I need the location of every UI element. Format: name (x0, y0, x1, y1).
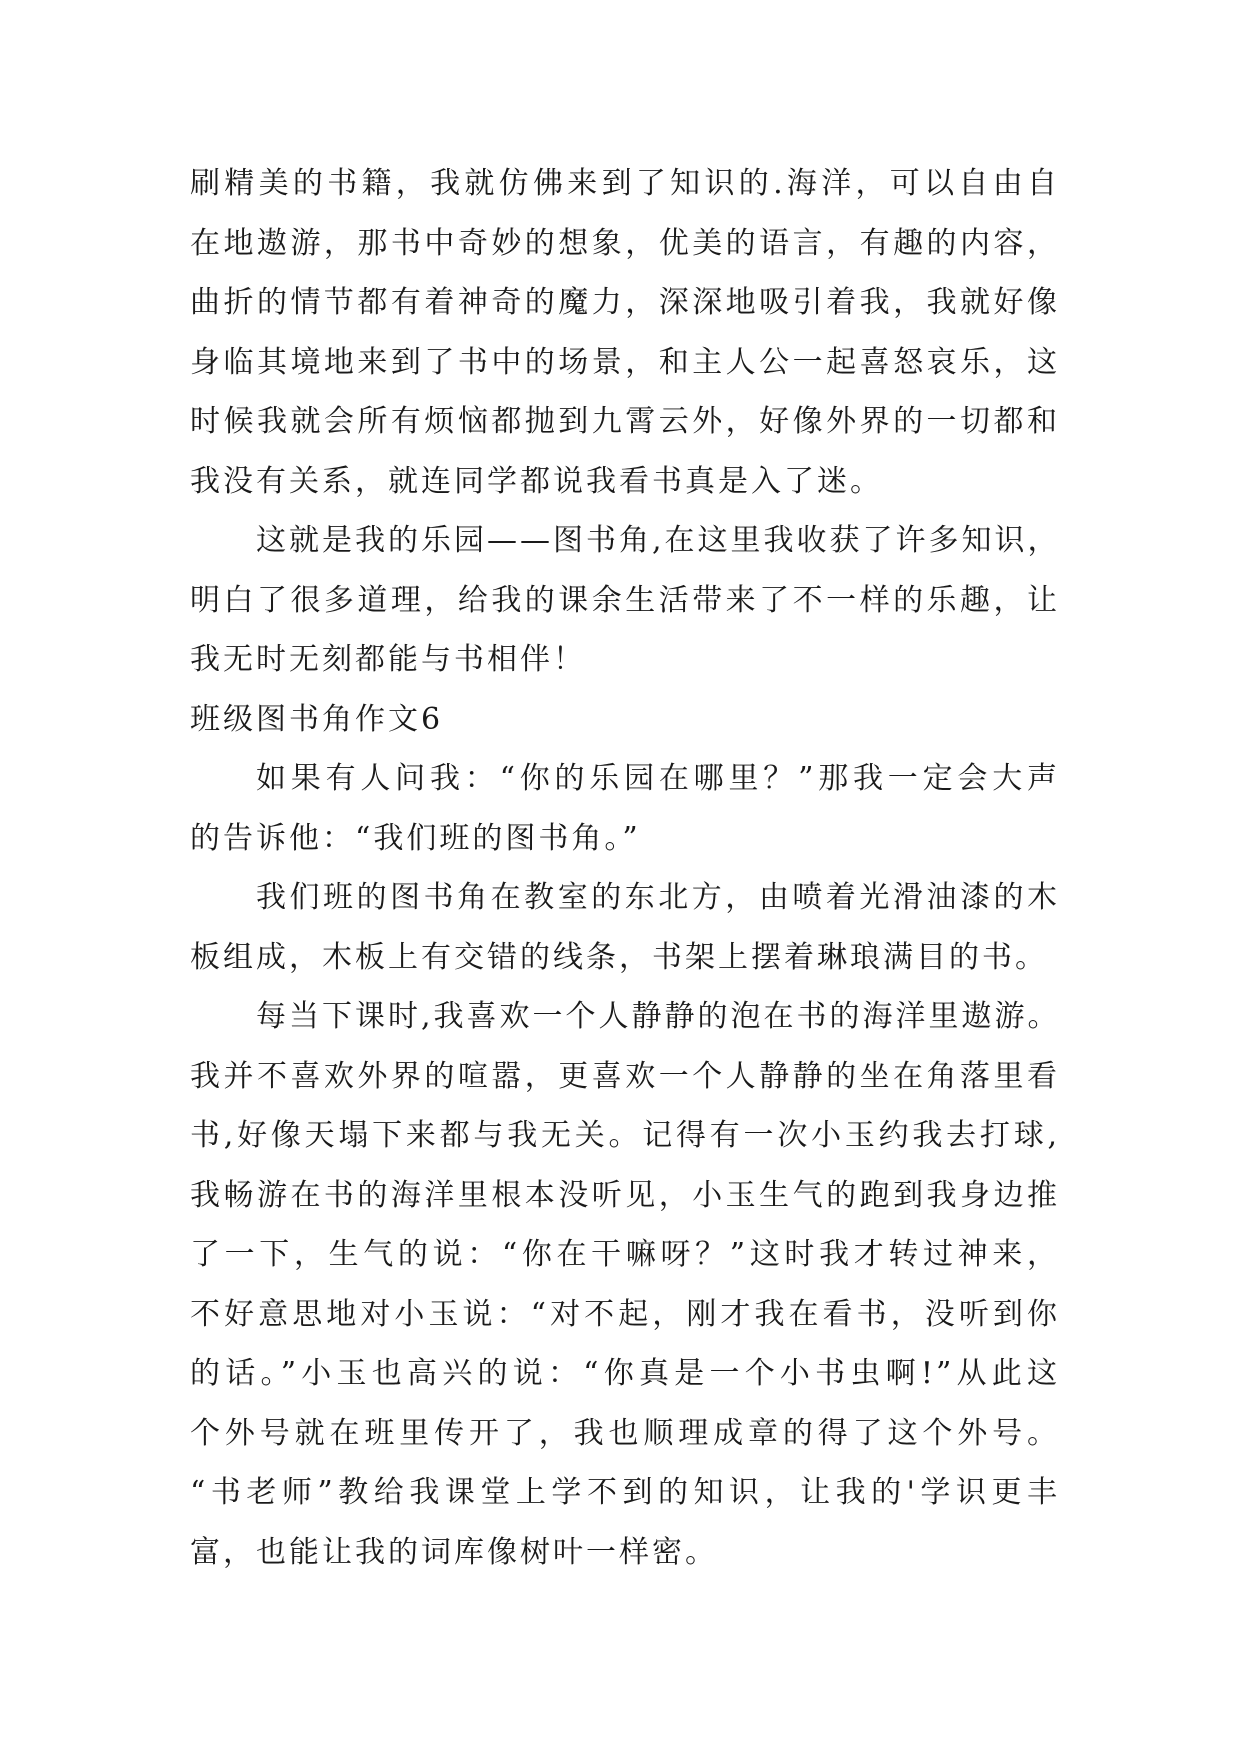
paragraph (190, 759, 1060, 878)
text-line: 这就是我的乐园——图书角,在这里我收获了许多知识， (256, 523, 1061, 558)
text-line: 书,好像天塌下来都与我无关。记得有一次小玉约我去打球, (190, 1118, 1060, 1153)
paragraph (190, 878, 1060, 997)
text-line: 我畅游在书的海洋里根本没听见，小玉生气的跑到我身边推 (190, 1177, 1060, 1213)
text-line: 了一下，生气的说：“你在干嘛呀？”这时我才转过神来， (190, 1237, 1060, 1272)
text-line: 富，也能让我的词库像树叶一样密。 (190, 1534, 718, 1570)
text-line: 刷精美的书籍，我就仿佛来到了知识的.海洋，可以自由自 (190, 166, 1060, 201)
text-line: 的话。”小玉也高兴的说：“你真是一个小书虫啊!”从此这 (190, 1356, 1060, 1391)
section-heading (190, 700, 1060, 760)
text-line: 个外号就在班里传开了，我也顺理成章的得了这个外号。 (190, 1415, 1060, 1451)
text-line: 身临其境地来到了书中的场景，和主人公一起喜怒哀乐，这 (190, 344, 1060, 380)
text-line: 我没有关系，就连同学都说我看书真是入了迷。 (190, 463, 883, 499)
text-line: 板组成，木板上有交错的线条，书架上摆着琳琅满目的书。 (190, 939, 1048, 975)
text-line: 我们班的图书角在教室的东北方，由喷着光滑油漆的木 (256, 880, 1060, 915)
text-line: 我并不喜欢外界的喧嚣，更喜欢一个人静静的坐在角落里看 (190, 1058, 1060, 1094)
text-line: 我无时无刻都能与书相伴！ (190, 642, 586, 677)
text-line: “书老师”教给我课堂上学不到的知识，让我的'学识更丰 (190, 1475, 1060, 1510)
paragraph (190, 521, 1060, 700)
paragraph (190, 997, 1060, 1592)
text-line: 曲折的情节都有着神奇的魔力，深深地吸引着我，我就好像 (190, 285, 1060, 320)
text-line: 的告诉他：“我们班的图书角。” (190, 820, 641, 856)
paragraph (190, 164, 1060, 521)
text-line: 每当下课时,我喜欢一个人静静的泡在书的海洋里遨游。 (256, 999, 1061, 1034)
text-line: 明白了很多道理，给我的课余生活带来了不一样的乐趣，让 (190, 582, 1060, 618)
text-line: 时候我就会所有烦恼都抛到九霄云外，好像外界的一切都和 (190, 404, 1060, 439)
text-line: 如果有人问我：“你的乐园在哪里？”那我一定会大声 (256, 761, 1060, 796)
document-body (190, 164, 1060, 1592)
heading-text: 班级图书角作文6 (190, 701, 444, 737)
text-line: 不好意思地对小玉说：“对不起，刚才我在看书，没听到你 (190, 1296, 1060, 1332)
text-line: 在地遨游，那书中奇妙的想象，优美的语言，有趣的内容， (190, 225, 1060, 261)
